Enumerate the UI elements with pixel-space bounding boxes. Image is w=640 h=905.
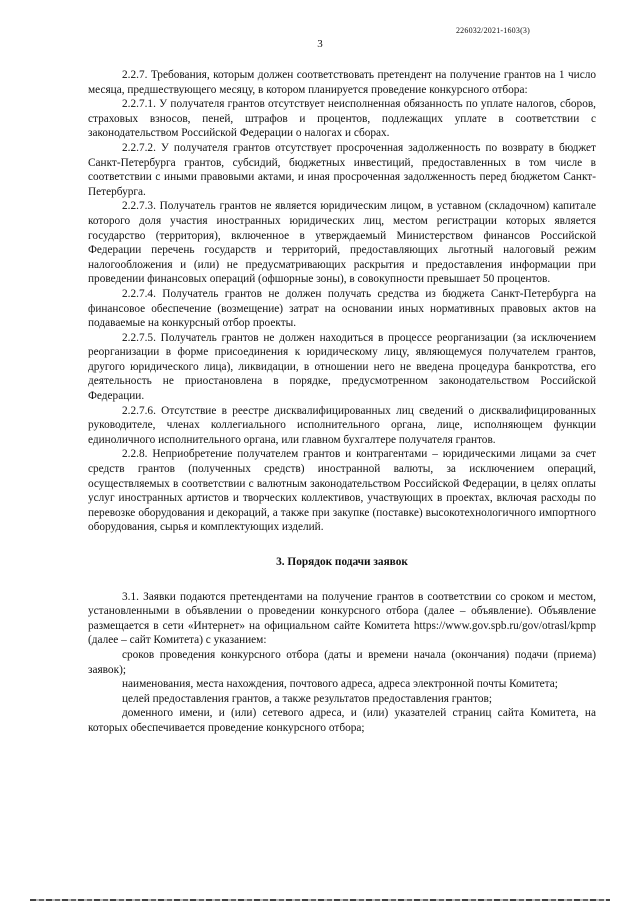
paragraph-2-2-7-5: 2.2.7.5. Получатель грантов не должен находиться в процессе реорганизации (за исключением реорганизации в форме присоединения к юридическому лицу, являющемуся получателем грантов, другого юридического лица), ликвидации, в отношении него не введена процедура банкротства, его деятельность не приостановлена в порядке, предусмотренном законодательством Российской Федерации. xyxy=(88,331,596,403)
paragraph-2-2-8: 2.2.8. Неприобретение получателем грантов и контрагентами – юридическими лицами за счет средств грантов (полученных средств) иностранной валюты, за исключением операций, осуществляемых в соответствии с валютным законодательством Российской Федерации, в целях оплаты услуг иностранных артистов и творческих коллективов, участвующих в проектах, включая расходы по перевозке оборудования и декораций, а также при закупке (поставке) высокотехнологичного импортного оборудования, сырья и комплектующих изделий. xyxy=(88,448,596,534)
section-3-heading: 3. Порядок подачи заявок xyxy=(276,556,408,568)
paragraph-2-2-7-1: 2.2.7.1. У получателя грантов отсутствует неисполненная обязанность по уплате налогов, сборов, страховых взносов, пеней, штрафов и процентов, подлежащих уплате в соответствии с законодательством Российской Федерации о налогах и сборах. xyxy=(88,98,596,140)
paragraph-2-2-7-3: 2.2.7.3. Получатель грантов не является юридическим лицом, в уставном (складочном) капитале которого доля участия иностранных юридических лиц, местом регистрации которых является государство (территория), включенное в утверждаемый Министерством финансов Российской Федерации перечень государств и территорий, предоставляющих льготный налоговый режим налогообложения и (или) не предусматривающих раскрытия и предоставления информации при проведении финансовых операций (офшорные зоны), в совокупности превышает 50 процентов. xyxy=(88,200,596,286)
paragraph-2-2-7-4: 2.2.7.4. Получатель грантов не должен получать средства из бюджета Санкт-Петербурга на финансовое обеспечение (возмещение) затрат на основании иных нормативных правовых актов на подаваемые на конкурсный отбор проекты. xyxy=(88,287,596,330)
list-item: целей предоставления грантов, а также результатов предоставления грантов; xyxy=(122,692,493,705)
scan-bottom-edge xyxy=(30,899,610,901)
document-body xyxy=(88,68,596,736)
paragraph-3-1: 3.1. Заявки подаются претендентами на получение грантов в соответствии со сроком и местом, установленными в объявлении о проведении конкурсного отбора (далее – объявление). Объявление размещается в сети «Интернет» на официальном сайте Комитета https://www.gov.spb.ru/gov/otrasl/kpmp (далее – сайт Комитета) с указанием: xyxy=(88,590,596,647)
list-item: наименования, места нахождения, почтового адреса, адреса электронной почты Комитета; xyxy=(122,678,558,691)
paragraph-2-2-7-6: 2.2.7.6. Отсутствие в реестре дисквалифицированных лиц сведений о дисквалифицированных руководителе, членах коллегиального исполнительного органа, лице, исполняющем функции единоличного исполнительного органа, или главном бухгалтере получателя грантов. xyxy=(88,404,596,446)
list-item: доменного имени, и (или) сетевого адреса, и (или) указателей страниц сайта Комитета, на которых обеспечивается проведение конкурсного отбора; xyxy=(88,707,596,734)
page-number: 3 xyxy=(317,38,323,50)
document-number: 226032/2021-1603(3) xyxy=(455,26,530,35)
paragraph-2-2-7: 2.2.7. Требования, которым должен соответствовать претендент на получение грантов на 1 число месяца, предшествующего месяцу, в котором планируется проведение конкурсного отбора: xyxy=(88,69,596,96)
list-item: сроков проведения конкурсного отбора (даты и времени начала (окончания) подачи (приема) заявок); xyxy=(88,648,596,676)
paragraph-2-2-7-2: 2.2.7.2. У получателя грантов отсутствует просроченная задолженность по возврату в бюджет Санкт-Петербурга грантов, субсидий, бюджетных инвестиций, предоставленных в том числе в соответствии с иными правовыми актами, и иная просроченная задолженность перед бюджетом Санкт-Петербурга. xyxy=(88,141,596,198)
